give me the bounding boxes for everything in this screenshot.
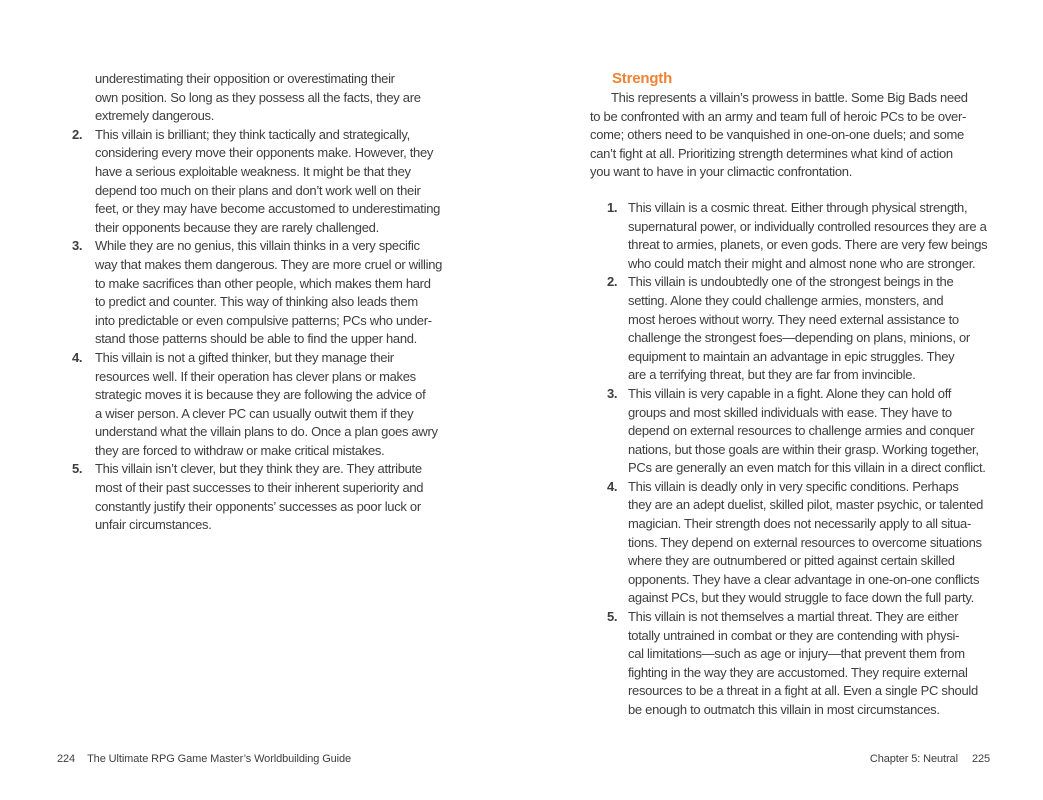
text-line: you want to have in your climactic confrontation. [590, 164, 853, 180]
text-line: into predictable or even compulsive patterns; PCs who under- [95, 312, 432, 328]
item-number: 4. [607, 478, 618, 494]
left-page-footer [57, 753, 351, 765]
item-text [95, 349, 438, 461]
item-text [95, 460, 423, 534]
text-line: to be confronted with an army and team full of heroic PCs to be over- [590, 108, 967, 124]
text-line: totally untrained in combat or they are contending with physi- [628, 627, 960, 643]
item-text [95, 237, 442, 349]
text-line: This villain isn’t clever, but they think they are. They attribute [95, 461, 422, 477]
text-line: This villain is undoubtedly one of the strongest beings in the [628, 274, 954, 290]
list-item [607, 199, 990, 273]
text-line: their opponents because they are rarely challenged. [95, 219, 379, 235]
item-text [628, 273, 970, 385]
text-line: can’t fight at all. Prioritizing strength determines what kind of action [590, 145, 953, 161]
text-line: most of their past successes to their inherent superiority and [95, 480, 424, 496]
text-line: have a serious exploitable weakness. It might be that they [95, 163, 411, 179]
text-line: This villain is not a gifted thinker, but they manage their [95, 349, 394, 365]
list-item [607, 478, 990, 608]
text-line: strategic moves it is because they are following the advice of [95, 387, 426, 403]
text-line: understand what the villain plans to do. Once a plan goes awry [95, 424, 438, 440]
text-line: challenge the strongest foes—depending on plans, minions, or [628, 330, 970, 346]
text-line: be enough to outmatch this villain in most circumstances. [628, 702, 940, 717]
text-line: to make sacrifices than other people, which makes them hard [95, 275, 431, 291]
text-line: This villain is very capable in a fight. Alone they can hold off [628, 385, 952, 401]
text-line: extremely dangerous. [95, 108, 215, 124]
item-number: 1. [607, 199, 618, 215]
text-line: tions. They depend on external resources to overcome situations [628, 534, 982, 550]
text-line: This villain is a cosmic threat. Either through physical strength, [628, 199, 968, 215]
list-item [607, 273, 990, 385]
list-item [607, 385, 990, 478]
list-item [72, 237, 472, 349]
list-item [72, 126, 472, 238]
item-number: 5. [72, 461, 83, 477]
item-number: 2. [607, 274, 618, 290]
item-number: 2. [72, 126, 83, 142]
text-line: way that makes them dangerous. They are more cruel or willing [95, 256, 443, 272]
text-line: are a terrifying threat, but they are far from invincible. [628, 367, 916, 383]
right-page-text-column [590, 69, 990, 720]
text-line: This villain is deadly only in very specific conditions. Perhaps [628, 478, 959, 494]
text-line: PCs are generally an even match for this villain in a direct conflict. [628, 460, 986, 476]
text-line: magician. Their strength does not necessarily apply to all situa- [628, 516, 972, 532]
text-line: constantly justify their opponents’ successes as poor luck or [95, 498, 421, 514]
text-line: they are forced to withdraw or make critical mistakes. [95, 442, 385, 458]
right-page-number: 225 [971, 753, 990, 765]
text-line: depend on external resources to challenge armies and conquer [628, 423, 975, 439]
text-line: resources to be a threat in a fight at all. Even a single PC should [628, 683, 978, 699]
text-line: This villain is brilliant; they think tactically and strategically, [95, 126, 410, 142]
right-numbered-list [607, 199, 990, 720]
left-page-text-column [72, 70, 472, 535]
text-line: feet, or they may have become accustomed to underestimating [95, 201, 441, 217]
text-line: considering every move their opponents make. However, they [95, 145, 434, 161]
text-line: setting. Alone they could challenge armies, monsters, and [628, 292, 944, 308]
text-line: equipment to maintain an advantage in epic struggles. They [628, 348, 955, 364]
text-line: cal limitations—such as age or injury—that prevent them from [628, 646, 965, 662]
text-line: against PCs, but they would struggle to face down the full party. [628, 590, 974, 606]
text-line: a wiser person. A clever PC can usually outwit them if they [95, 405, 414, 421]
left-page-number: 224 [57, 753, 76, 765]
item-number: 5. [607, 609, 618, 625]
item-text [628, 478, 983, 608]
strength-intro-paragraph [590, 89, 990, 182]
text-line: they are an adept duelist, skilled pilot, master psychic, or talented [628, 497, 984, 513]
text-line: most heroes without worry. They need external assistance to [628, 311, 959, 327]
text-line: This represents a villain’s prowess in battle. Some Big Bads need [611, 90, 968, 105]
section-heading-strength: Strength [612, 70, 673, 87]
list-item [72, 349, 472, 461]
item-number: 3. [72, 238, 83, 254]
text-line: where they are outnumbered or pitted against certain skilled [628, 553, 955, 569]
book-title: The Ultimate RPG Game Master’s Worldbuilding Guide [87, 753, 352, 765]
text-line: underestimating their opposition or overestimating their [95, 71, 395, 86]
item-number: 4. [72, 349, 83, 365]
text-line: supernatural power, or individually controlled resources they are a [628, 218, 987, 234]
continued-paragraph [72, 70, 472, 126]
item-text [95, 126, 440, 238]
item-text [628, 385, 986, 478]
text-line: unfair circumstances. [95, 517, 212, 533]
text-line: nations, but those goals are within their grasp. Working together, [628, 441, 979, 457]
text-line: This villain is not themselves a martial threat. They are either [628, 609, 959, 625]
left-numbered-list [72, 126, 472, 535]
text-line: While they are no genius, this villain thinks in a very specific [95, 238, 420, 254]
list-item [72, 460, 472, 534]
text-line: fighting in the way they are accustomed. They require external [628, 664, 968, 680]
text-line: opponents. They have a clear advantage in one-on-one conflicts [628, 571, 980, 587]
text-line: groups and most skilled individuals with ease. They have to [628, 404, 952, 420]
text-line: to predict and counter. This way of thinking also leads them [95, 294, 418, 310]
text-line: stand those patterns should be able to find the upper hand. [95, 331, 417, 347]
item-text [628, 608, 978, 720]
text-line: own position. So long as they possess all the facts, they are [95, 89, 421, 105]
item-number: 3. [607, 385, 618, 401]
text-line: come; others need to be vanquished in one-on-one duels; and some [590, 127, 964, 143]
right-page-footer [870, 753, 990, 765]
text-line: depend too much on their plans and don’t work well on their [95, 182, 421, 198]
chapter-title: Chapter 5: Neutral [869, 753, 958, 765]
item-text [628, 199, 987, 273]
text-line: resources well. If their operation has clever plans or makes [95, 368, 416, 384]
text-line: who could match their might and almost none who are stronger. [628, 255, 976, 271]
text-line: threat to armies, planets, or even gods. There are very few beings [628, 237, 988, 253]
list-item [607, 608, 990, 720]
